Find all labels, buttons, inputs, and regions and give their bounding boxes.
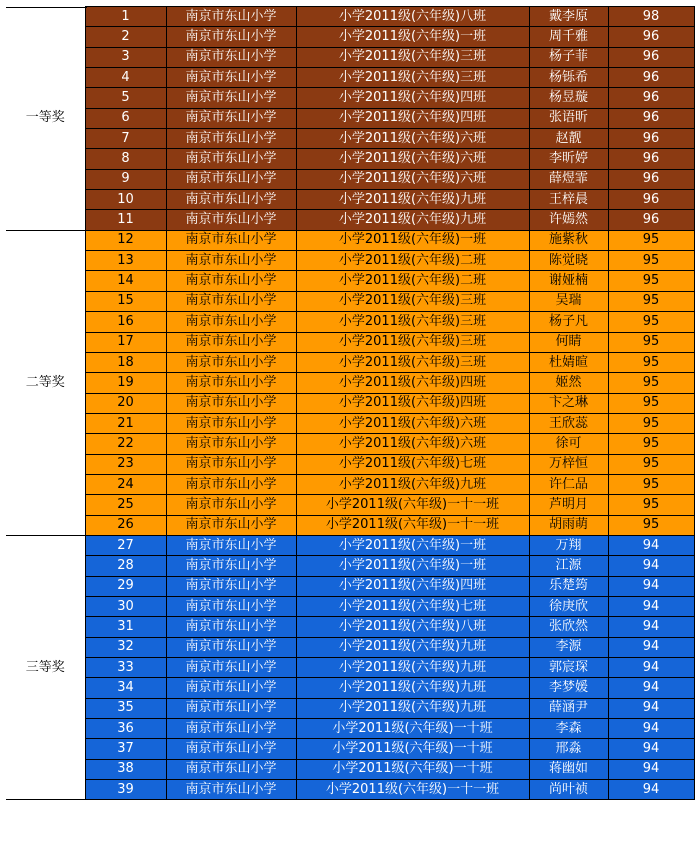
student-name-cell: 薛煜霏 [529, 169, 608, 189]
score-cell: 96 [608, 68, 694, 88]
row-number-cell: 18 [85, 352, 166, 372]
table-row [6, 271, 694, 291]
student-name-cell: 李森 [529, 719, 608, 739]
school-cell: 南京市东山小学 [166, 637, 296, 657]
table-row [6, 454, 694, 474]
table-row [6, 413, 694, 433]
score-cell: 94 [608, 535, 694, 555]
school-cell: 南京市东山小学 [166, 393, 296, 413]
class-cell: 小学2011级(六年级)一班 [296, 535, 529, 555]
student-name-cell: 杨子凡 [529, 312, 608, 332]
student-name-cell: 施紫秋 [529, 230, 608, 250]
class-cell: 小学2011级(六年级)九班 [296, 474, 529, 494]
class-cell: 小学2011级(六年级)九班 [296, 210, 529, 230]
student-name-cell: 吴瑞 [529, 291, 608, 311]
class-cell: 小学2011级(六年级)六班 [296, 413, 529, 433]
student-name-cell: 徐庚欣 [529, 596, 608, 616]
class-cell: 小学2011级(六年级)九班 [296, 658, 529, 678]
school-cell: 南京市东山小学 [166, 515, 296, 535]
row-number-cell: 23 [85, 454, 166, 474]
class-cell: 小学2011级(六年级)六班 [296, 129, 529, 149]
student-name-cell: 卞之琳 [529, 393, 608, 413]
row-number-cell: 33 [85, 658, 166, 678]
student-name-cell: 王欣蕊 [529, 413, 608, 433]
table-row [6, 373, 694, 393]
score-cell: 95 [608, 434, 694, 454]
school-cell: 南京市东山小学 [166, 7, 296, 27]
class-cell: 小学2011级(六年级)一十一班 [296, 780, 529, 800]
table-row [6, 495, 694, 515]
row-number-cell: 25 [85, 495, 166, 515]
class-cell: 小学2011级(六年级)七班 [296, 596, 529, 616]
row-number-cell: 29 [85, 576, 166, 596]
row-number-cell: 17 [85, 332, 166, 352]
student-name-cell: 薛涵尹 [529, 698, 608, 718]
score-cell: 95 [608, 312, 694, 332]
row-number-cell: 14 [85, 271, 166, 291]
student-name-cell: 胡雨萌 [529, 515, 608, 535]
row-number-cell: 31 [85, 617, 166, 637]
row-number-cell: 13 [85, 251, 166, 271]
student-name-cell: 杨子菲 [529, 47, 608, 67]
table-row [6, 617, 694, 637]
table-row [6, 230, 694, 250]
student-name-cell: 张语昕 [529, 108, 608, 128]
class-cell: 小学2011级(六年级)一十一班 [296, 515, 529, 535]
school-cell: 南京市东山小学 [166, 556, 296, 576]
score-cell: 95 [608, 515, 694, 535]
class-cell: 小学2011级(六年级)一班 [296, 556, 529, 576]
score-cell: 94 [608, 617, 694, 637]
table-row [6, 88, 694, 108]
school-cell: 南京市东山小学 [166, 27, 296, 47]
row-number-cell: 8 [85, 149, 166, 169]
table-row [6, 68, 694, 88]
row-number-cell: 11 [85, 210, 166, 230]
class-cell: 小学2011级(六年级)一班 [296, 230, 529, 250]
student-name-cell: 蒋幽如 [529, 759, 608, 779]
student-name-cell: 杨铄希 [529, 68, 608, 88]
table-row [6, 434, 694, 454]
row-number-cell: 4 [85, 68, 166, 88]
group-divider-line [6, 799, 87, 800]
row-number-cell: 20 [85, 393, 166, 413]
class-cell: 小学2011级(六年级)九班 [296, 190, 529, 210]
student-name-cell: 芦明月 [529, 495, 608, 515]
school-cell: 南京市东山小学 [166, 759, 296, 779]
row-number-cell: 34 [85, 678, 166, 698]
class-cell: 小学2011级(六年级)六班 [296, 149, 529, 169]
score-cell: 95 [608, 251, 694, 271]
school-cell: 南京市东山小学 [166, 434, 296, 454]
table-row [6, 27, 694, 47]
class-cell: 小学2011级(六年级)九班 [296, 637, 529, 657]
class-cell: 小学2011级(六年级)三班 [296, 291, 529, 311]
class-cell: 小学2011级(六年级)三班 [296, 47, 529, 67]
school-cell: 南京市东山小学 [166, 576, 296, 596]
class-cell: 小学2011级(六年级)一十班 [296, 759, 529, 779]
award-table-body [6, 7, 694, 800]
school-cell: 南京市东山小学 [166, 617, 296, 637]
table-row [6, 7, 694, 27]
school-cell: 南京市东山小学 [166, 454, 296, 474]
score-cell: 94 [608, 759, 694, 779]
school-cell: 南京市东山小学 [166, 535, 296, 555]
row-number-cell: 37 [85, 739, 166, 759]
score-cell: 96 [608, 129, 694, 149]
table-row [6, 759, 694, 779]
class-cell: 小学2011级(六年级)一十班 [296, 739, 529, 759]
class-cell: 小学2011级(六年级)四班 [296, 88, 529, 108]
table-row [6, 190, 694, 210]
class-cell: 小学2011级(六年级)三班 [296, 68, 529, 88]
school-cell: 南京市东山小学 [166, 739, 296, 759]
row-number-cell: 28 [85, 556, 166, 576]
score-cell: 96 [608, 149, 694, 169]
school-cell: 南京市东山小学 [166, 698, 296, 718]
row-number-cell: 7 [85, 129, 166, 149]
school-cell: 南京市东山小学 [166, 68, 296, 88]
student-name-cell: 王梓晨 [529, 190, 608, 210]
student-name-cell: 张欣然 [529, 617, 608, 637]
score-cell: 96 [608, 108, 694, 128]
student-name-cell: 戴李原 [529, 7, 608, 27]
class-cell: 小学2011级(六年级)八班 [296, 7, 529, 27]
score-cell: 94 [608, 596, 694, 616]
score-cell: 95 [608, 230, 694, 250]
table-row [6, 515, 694, 535]
table-row [6, 678, 694, 698]
student-name-cell: 郭宸琛 [529, 658, 608, 678]
row-number-cell: 27 [85, 535, 166, 555]
score-cell: 94 [608, 739, 694, 759]
student-name-cell: 周千雅 [529, 27, 608, 47]
table-row [6, 719, 694, 739]
school-cell: 南京市东山小学 [166, 658, 296, 678]
row-number-cell: 9 [85, 169, 166, 189]
school-cell: 南京市东山小学 [166, 352, 296, 372]
student-name-cell: 许嫣然 [529, 210, 608, 230]
school-cell: 南京市东山小学 [166, 88, 296, 108]
school-cell: 南京市东山小学 [166, 780, 296, 800]
class-cell: 小学2011级(六年级)一十班 [296, 719, 529, 739]
score-cell: 95 [608, 474, 694, 494]
score-cell: 95 [608, 271, 694, 291]
class-cell: 小学2011级(六年级)三班 [296, 312, 529, 332]
score-cell: 94 [608, 658, 694, 678]
score-cell: 94 [608, 576, 694, 596]
score-cell: 95 [608, 393, 694, 413]
school-cell: 南京市东山小学 [166, 210, 296, 230]
row-number-cell: 19 [85, 373, 166, 393]
score-cell: 95 [608, 413, 694, 433]
score-cell: 94 [608, 637, 694, 657]
group-divider-line [6, 535, 87, 536]
score-cell: 96 [608, 210, 694, 230]
row-number-cell: 26 [85, 515, 166, 535]
class-cell: 小学2011级(六年级)二班 [296, 271, 529, 291]
row-number-cell: 21 [85, 413, 166, 433]
school-cell: 南京市东山小学 [166, 373, 296, 393]
school-cell: 南京市东山小学 [166, 474, 296, 494]
table-row [6, 352, 694, 372]
award-level-label: 一等奖 [6, 7, 85, 231]
row-number-cell: 39 [85, 780, 166, 800]
score-cell: 96 [608, 88, 694, 108]
row-number-cell: 36 [85, 719, 166, 739]
table-row [6, 393, 694, 413]
award-level-label: 三等奖 [6, 535, 85, 799]
row-number-cell: 10 [85, 190, 166, 210]
score-cell: 95 [608, 454, 694, 474]
table-row [6, 780, 694, 800]
table-row [6, 169, 694, 189]
school-cell: 南京市东山小学 [166, 271, 296, 291]
table-row [6, 637, 694, 657]
student-name-cell: 李昕婷 [529, 149, 608, 169]
class-cell: 小学2011级(六年级)三班 [296, 352, 529, 372]
table-row [6, 535, 694, 555]
school-cell: 南京市东山小学 [166, 332, 296, 352]
score-cell: 94 [608, 678, 694, 698]
school-cell: 南京市东山小学 [166, 596, 296, 616]
score-cell: 95 [608, 352, 694, 372]
table-row [6, 291, 694, 311]
school-cell: 南京市东山小学 [166, 495, 296, 515]
row-number-cell: 5 [85, 88, 166, 108]
class-cell: 小学2011级(六年级)六班 [296, 169, 529, 189]
award-table [6, 6, 695, 800]
score-cell: 94 [608, 556, 694, 576]
table-row [6, 251, 694, 271]
row-number-cell: 15 [85, 291, 166, 311]
class-cell: 小学2011级(六年级)四班 [296, 576, 529, 596]
school-cell: 南京市东山小学 [166, 251, 296, 271]
row-number-cell: 3 [85, 47, 166, 67]
table-row [6, 596, 694, 616]
school-cell: 南京市东山小学 [166, 169, 296, 189]
student-name-cell: 陈觉晓 [529, 251, 608, 271]
row-number-cell: 22 [85, 434, 166, 454]
student-name-cell: 李梦媛 [529, 678, 608, 698]
school-cell: 南京市东山小学 [166, 190, 296, 210]
school-cell: 南京市东山小学 [166, 413, 296, 433]
score-cell: 96 [608, 27, 694, 47]
student-name-cell: 李源 [529, 637, 608, 657]
student-name-cell: 赵靓 [529, 129, 608, 149]
table-row [6, 474, 694, 494]
school-cell: 南京市东山小学 [166, 312, 296, 332]
student-name-cell: 徐可 [529, 434, 608, 454]
student-name-cell: 何睛 [529, 332, 608, 352]
class-cell: 小学2011级(六年级)四班 [296, 393, 529, 413]
score-cell: 96 [608, 190, 694, 210]
school-cell: 南京市东山小学 [166, 47, 296, 67]
row-number-cell: 16 [85, 312, 166, 332]
school-cell: 南京市东山小学 [166, 129, 296, 149]
score-cell: 94 [608, 780, 694, 800]
student-name-cell: 姬然 [529, 373, 608, 393]
table-row [6, 739, 694, 759]
score-cell: 96 [608, 47, 694, 67]
score-cell: 95 [608, 495, 694, 515]
class-cell: 小学2011级(六年级)七班 [296, 454, 529, 474]
student-name-cell: 杜婧暄 [529, 352, 608, 372]
award-level-label: 二等奖 [6, 230, 85, 535]
student-name-cell: 邢淼 [529, 739, 608, 759]
student-name-cell: 杨昱璇 [529, 88, 608, 108]
school-cell: 南京市东山小学 [166, 230, 296, 250]
class-cell: 小学2011级(六年级)八班 [296, 617, 529, 637]
school-cell: 南京市东山小学 [166, 291, 296, 311]
table-row [6, 108, 694, 128]
class-cell: 小学2011级(六年级)二班 [296, 251, 529, 271]
row-number-cell: 30 [85, 596, 166, 616]
table-row [6, 47, 694, 67]
student-name-cell: 许仁品 [529, 474, 608, 494]
row-number-cell: 12 [85, 230, 166, 250]
class-cell: 小学2011级(六年级)四班 [296, 373, 529, 393]
student-name-cell: 江源 [529, 556, 608, 576]
group-divider-line [6, 230, 87, 231]
row-number-cell: 24 [85, 474, 166, 494]
table-row [6, 576, 694, 596]
table-row [6, 210, 694, 230]
table-row [6, 312, 694, 332]
score-cell: 95 [608, 373, 694, 393]
table-row [6, 556, 694, 576]
school-cell: 南京市东山小学 [166, 149, 296, 169]
row-number-cell: 1 [85, 7, 166, 27]
score-cell: 98 [608, 7, 694, 27]
student-name-cell: 万翔 [529, 535, 608, 555]
row-number-cell: 2 [85, 27, 166, 47]
row-number-cell: 32 [85, 637, 166, 657]
table-row [6, 332, 694, 352]
class-cell: 小学2011级(六年级)九班 [296, 678, 529, 698]
table-row [6, 658, 694, 678]
row-number-cell: 38 [85, 759, 166, 779]
score-cell: 96 [608, 169, 694, 189]
table-row [6, 698, 694, 718]
student-name-cell: 尚叶祯 [529, 780, 608, 800]
school-cell: 南京市东山小学 [166, 108, 296, 128]
class-cell: 小学2011级(六年级)四班 [296, 108, 529, 128]
table-row [6, 129, 694, 149]
class-cell: 小学2011级(六年级)一班 [296, 27, 529, 47]
student-name-cell: 万梓恒 [529, 454, 608, 474]
score-cell: 95 [608, 291, 694, 311]
row-number-cell: 35 [85, 698, 166, 718]
student-name-cell: 乐楚筠 [529, 576, 608, 596]
score-cell: 94 [608, 698, 694, 718]
score-cell: 95 [608, 332, 694, 352]
class-cell: 小学2011级(六年级)九班 [296, 698, 529, 718]
student-name-cell: 谢娅楠 [529, 271, 608, 291]
school-cell: 南京市东山小学 [166, 719, 296, 739]
class-cell: 小学2011级(六年级)三班 [296, 332, 529, 352]
score-cell: 94 [608, 719, 694, 739]
class-cell: 小学2011级(六年级)一十一班 [296, 495, 529, 515]
school-cell: 南京市东山小学 [166, 678, 296, 698]
class-cell: 小学2011级(六年级)六班 [296, 434, 529, 454]
table-row [6, 149, 694, 169]
row-number-cell: 6 [85, 108, 166, 128]
group-divider-line [6, 7, 87, 8]
